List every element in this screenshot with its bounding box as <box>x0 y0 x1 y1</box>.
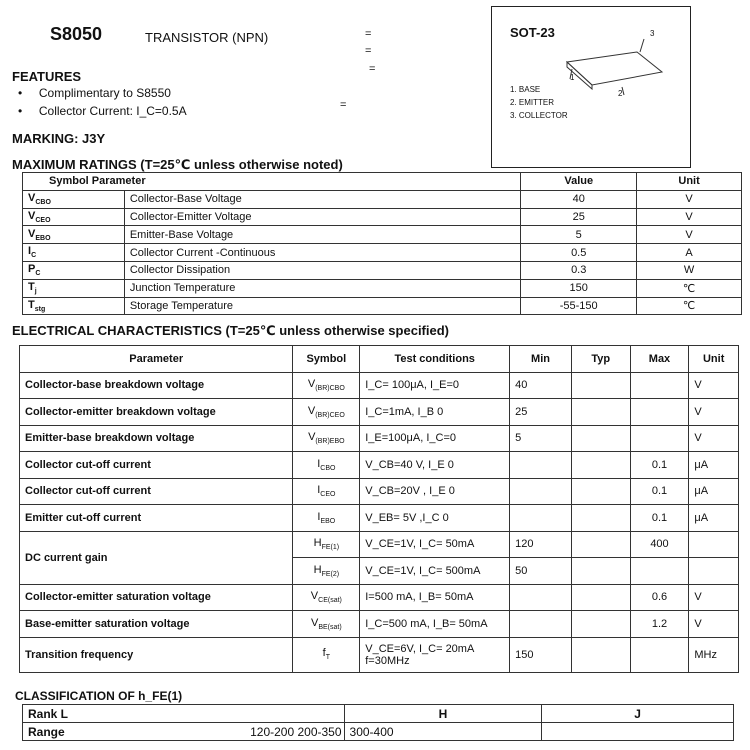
symbol-base: H <box>313 537 322 550</box>
condition-cell: V_EB= 5V ,I_C 0 <box>360 505 510 532</box>
pin-number: 3 <box>650 29 655 38</box>
symbol-subscript: FE(1) <box>321 544 340 552</box>
parameter-cell: Collector-emitter saturation voltage <box>20 584 293 611</box>
parameter-cell: Collector-Base Voltage <box>124 190 520 208</box>
table-row <box>20 611 739 638</box>
max-cell: 1.2 <box>630 611 689 638</box>
symbol-subscript: CBO <box>35 199 51 207</box>
condition-cell: I_C=1mA, I_B 0 <box>360 399 510 426</box>
unit-cell: μA <box>689 452 739 479</box>
symbol-cell <box>293 531 360 558</box>
package-box <box>491 6 691 168</box>
eq-mark: = <box>340 99 347 111</box>
min-cell: 40 <box>510 372 572 399</box>
condition-cell: I_E=100μA, I_C=0 <box>360 425 510 452</box>
max-cell <box>630 399 689 426</box>
condition-cell: I=500 mA, I_B= 50mA <box>360 584 510 611</box>
max-cell <box>630 425 689 452</box>
range-label <box>23 723 345 741</box>
marking: MARKING: J3Y <box>12 131 106 146</box>
table-row <box>23 723 734 741</box>
symbol-base: I <box>317 510 321 523</box>
col-header: Min <box>510 346 572 373</box>
unit-cell: μA <box>689 478 739 505</box>
unit-cell: V <box>689 611 739 638</box>
table-row <box>20 505 739 532</box>
min-cell: 5 <box>510 425 572 452</box>
min-cell <box>510 505 572 532</box>
max-cell <box>630 637 689 672</box>
symbol-base: P <box>28 263 36 276</box>
pin-label: 1. BASE <box>510 85 541 94</box>
features-title: FEATURES <box>12 69 82 84</box>
unit-cell: V <box>637 208 742 226</box>
table-header-row <box>23 173 742 191</box>
col-header: Max <box>630 346 689 373</box>
col-header: Symbol <box>293 346 360 373</box>
min-cell: 25 <box>510 399 572 426</box>
pin-label: 3. COLLECTOR <box>510 111 568 120</box>
min-cell <box>510 478 572 505</box>
symbol-cell <box>293 478 360 505</box>
min-cell: 50 <box>510 558 572 585</box>
max-cell <box>630 558 689 585</box>
unit-cell: V <box>689 584 739 611</box>
parameter-cell: Base-emitter saturation voltage <box>20 611 293 638</box>
symbol-base: V <box>307 378 316 391</box>
col-header: Unit <box>637 173 742 191</box>
table-row <box>23 261 742 279</box>
symbol-base: T <box>28 298 35 311</box>
symbol-base: I <box>317 457 321 470</box>
typ-cell <box>571 399 630 426</box>
symbol-subscript: (BR)EBO <box>315 438 345 446</box>
unit-cell: ℃ <box>637 279 742 297</box>
symbol-subscript: CEO <box>35 217 51 225</box>
pin-number: 2 <box>618 89 623 98</box>
value-cell: 40 <box>521 190 637 208</box>
condition-cell: V_CB=40 V, I_E 0 <box>360 452 510 479</box>
symbol-base: V <box>308 431 316 444</box>
table-row <box>23 190 742 208</box>
min-cell: 120 <box>510 531 572 558</box>
max-cell: 400 <box>630 531 689 558</box>
symbol-subscript: CBO <box>320 464 336 472</box>
symbol-subscript: CEO <box>320 491 336 499</box>
symbol-subscript: j <box>34 288 37 296</box>
symbol-cell <box>293 452 360 479</box>
rank-h: H <box>344 705 542 723</box>
part-number: S8050 <box>50 24 103 44</box>
symbol-cell <box>293 637 360 672</box>
symbol-base: V <box>28 227 36 240</box>
table-row <box>20 478 739 505</box>
eq-mark: = <box>369 63 376 75</box>
typ-cell <box>571 505 630 532</box>
symbol-subscript: EBO <box>320 517 336 525</box>
symbol-cell <box>23 261 125 279</box>
symbol-base: T <box>28 281 35 294</box>
symbol-cell <box>293 425 360 452</box>
symbol-cell <box>23 297 125 315</box>
condition-cell: V_CE=1V, I_C= 500mA <box>360 558 510 585</box>
symbol-subscript: stg <box>34 306 46 314</box>
table-row <box>23 244 742 262</box>
col-header: Unit <box>689 346 739 373</box>
symbol-cell <box>293 611 360 638</box>
table-row <box>20 372 739 399</box>
symbol-subscript: (BR)CBO <box>315 385 345 393</box>
rank-j: J <box>542 705 734 723</box>
range-label-text: Range <box>28 724 65 739</box>
col-header: Test conditions <box>360 346 510 373</box>
pin-label: 2. EMITTER <box>510 98 555 107</box>
col-header: Parameter <box>20 346 293 373</box>
condition-line: f=30MHz <box>365 654 410 667</box>
typ-cell <box>571 425 630 452</box>
range-value: 300-400 <box>344 723 542 741</box>
symbol-base: V <box>310 590 319 603</box>
table-header-row <box>20 346 739 373</box>
parameter-cell: Transition frequency <box>20 637 293 672</box>
value-cell: -55-150 <box>521 297 637 315</box>
unit-cell: V <box>689 372 739 399</box>
package-title: SOT-23 <box>510 25 555 40</box>
table-row <box>20 584 739 611</box>
electrical-table <box>19 345 739 673</box>
symbol-subscript: CE(sat) <box>318 597 342 605</box>
symbol-cell <box>23 279 125 297</box>
value-cell: 0.3 <box>521 261 637 279</box>
symbol-base: I <box>28 245 32 258</box>
typ-cell <box>571 637 630 672</box>
pin-number: 1 <box>570 73 575 82</box>
value-cell: 0.5 <box>521 244 637 262</box>
max-cell: 0.1 <box>630 478 689 505</box>
min-cell: 150 <box>510 637 572 672</box>
range-value: 120-200 200-350 <box>250 724 342 739</box>
max-ratings-table <box>22 172 742 315</box>
symbol-base: V <box>307 404 316 417</box>
parameter-cell: Collector cut-off current <box>20 452 293 479</box>
feature-text: Collector Current: I_C=0.5A <box>38 104 187 118</box>
symbol-subscript: (BR)CEO <box>315 411 345 419</box>
typ-cell <box>571 452 630 479</box>
min-cell <box>510 452 572 479</box>
eq-mark: = <box>365 28 372 40</box>
parameter-cell: Emitter cut-off current <box>20 505 293 532</box>
max-cell <box>630 372 689 399</box>
classification-table <box>22 704 734 741</box>
electrical-title: ELECTRICAL CHARACTERISTICS (T=25℃ unless otherwise specified) <box>12 323 449 338</box>
col-header: Typ <box>571 346 630 373</box>
unit-cell: A <box>637 244 742 262</box>
feature-item: • Collector Current: I_C=0.5A <box>18 104 187 118</box>
unit-cell <box>689 558 739 585</box>
unit-cell: μA <box>689 505 739 532</box>
condition-cell: V_CB=20V , I_E 0 <box>360 478 510 505</box>
symbol-subscript: T <box>325 654 330 662</box>
parameter-cell: Collector Dissipation <box>124 261 520 279</box>
typ-cell <box>571 611 630 638</box>
table-row <box>20 531 739 558</box>
unit-cell: V <box>689 425 739 452</box>
condition-cell: I_C= 100μA, I_E=0 <box>360 372 510 399</box>
symbol-cell <box>293 558 360 585</box>
symbol-base: H <box>313 563 322 576</box>
unit-cell: W <box>637 261 742 279</box>
table-row <box>20 637 739 672</box>
unit-cell <box>689 531 739 558</box>
table-row <box>20 425 739 452</box>
unit-cell: MHz <box>689 637 739 672</box>
parameter-cell: Collector Current -Continuous <box>124 244 520 262</box>
symbol-base: I <box>317 484 321 497</box>
table-row <box>23 208 742 226</box>
max-cell: 0.6 <box>630 584 689 611</box>
symbol-cell <box>293 372 360 399</box>
parameter-cell: Collector-emitter breakdown voltage <box>20 399 293 426</box>
symbol-base: V <box>28 192 36 205</box>
feature-item: • Complimentary to S8550 <box>18 86 171 100</box>
symbol-cell <box>23 244 125 262</box>
max-cell: 0.1 <box>630 452 689 479</box>
value-cell: 25 <box>521 208 637 226</box>
symbol-base: V <box>28 209 36 222</box>
unit-cell: ℃ <box>637 297 742 315</box>
symbol-subscript: C <box>35 270 41 278</box>
unit-cell: V <box>637 190 742 208</box>
condition-cell: I_C=500 mA, I_B= 50mA <box>360 611 510 638</box>
parameter-cell: Collector cut-off current <box>20 478 293 505</box>
table-row <box>23 705 734 723</box>
table-row <box>20 452 739 479</box>
min-cell <box>510 611 572 638</box>
value-cell: 5 <box>521 226 637 244</box>
typ-cell <box>571 372 630 399</box>
feature-text: Complimentary to S8550 <box>38 86 171 100</box>
parameter-cell: Junction Temperature <box>124 279 520 297</box>
parameter-cell: Storage Temperature <box>124 297 520 315</box>
symbol-cell <box>293 505 360 532</box>
unit-cell: V <box>689 399 739 426</box>
table-row <box>23 226 742 244</box>
col-header: Symbol Parameter <box>23 173 521 191</box>
classification-title: CLASSIFICATION OF h_FE(1) <box>15 689 183 703</box>
eq-mark: = <box>365 45 372 57</box>
symbol-cell <box>23 208 125 226</box>
symbol-base: V <box>310 616 319 629</box>
value-cell: 150 <box>521 279 637 297</box>
parameter-cell: Emitter-Base Voltage <box>124 226 520 244</box>
symbol-cell <box>293 584 360 611</box>
symbol-subscript: EBO <box>35 234 51 242</box>
condition-cell: V_CE=1V, I_C= 50mA <box>360 531 510 558</box>
symbol-cell <box>293 399 360 426</box>
max-ratings-title: MAXIMUM RATINGS (T=25℃ unless otherwise noted) <box>12 157 343 172</box>
symbol-base: f <box>322 647 326 660</box>
table-row <box>23 297 742 315</box>
part-description: TRANSISTOR (NPN) <box>145 30 269 45</box>
parameter-cell: DC current gain <box>20 531 293 584</box>
unit-cell: V <box>637 226 742 244</box>
range-value <box>542 723 734 741</box>
col-header: Value <box>521 173 637 191</box>
condition-cell <box>360 637 510 672</box>
parameter-cell: Collector-base breakdown voltage <box>20 372 293 399</box>
table-row <box>20 399 739 426</box>
parameter-cell: Collector-Emitter Voltage <box>124 208 520 226</box>
symbol-subscript: C <box>31 252 37 260</box>
symbol-subscript: FE(2) <box>321 570 340 578</box>
symbol-cell <box>23 226 125 244</box>
max-cell: 0.1 <box>630 505 689 532</box>
typ-cell <box>571 584 630 611</box>
rank-label: Rank L <box>23 705 345 723</box>
parameter-cell: Emitter-base breakdown voltage <box>20 425 293 452</box>
symbol-subscript: BE(sat) <box>318 623 342 631</box>
typ-cell <box>571 478 630 505</box>
condition-line: V_CE=6V, I_C= 20mA <box>365 642 475 655</box>
typ-cell <box>571 558 630 585</box>
table-row <box>23 279 742 297</box>
symbol-cell <box>23 190 125 208</box>
min-cell <box>510 584 572 611</box>
typ-cell <box>571 531 630 558</box>
